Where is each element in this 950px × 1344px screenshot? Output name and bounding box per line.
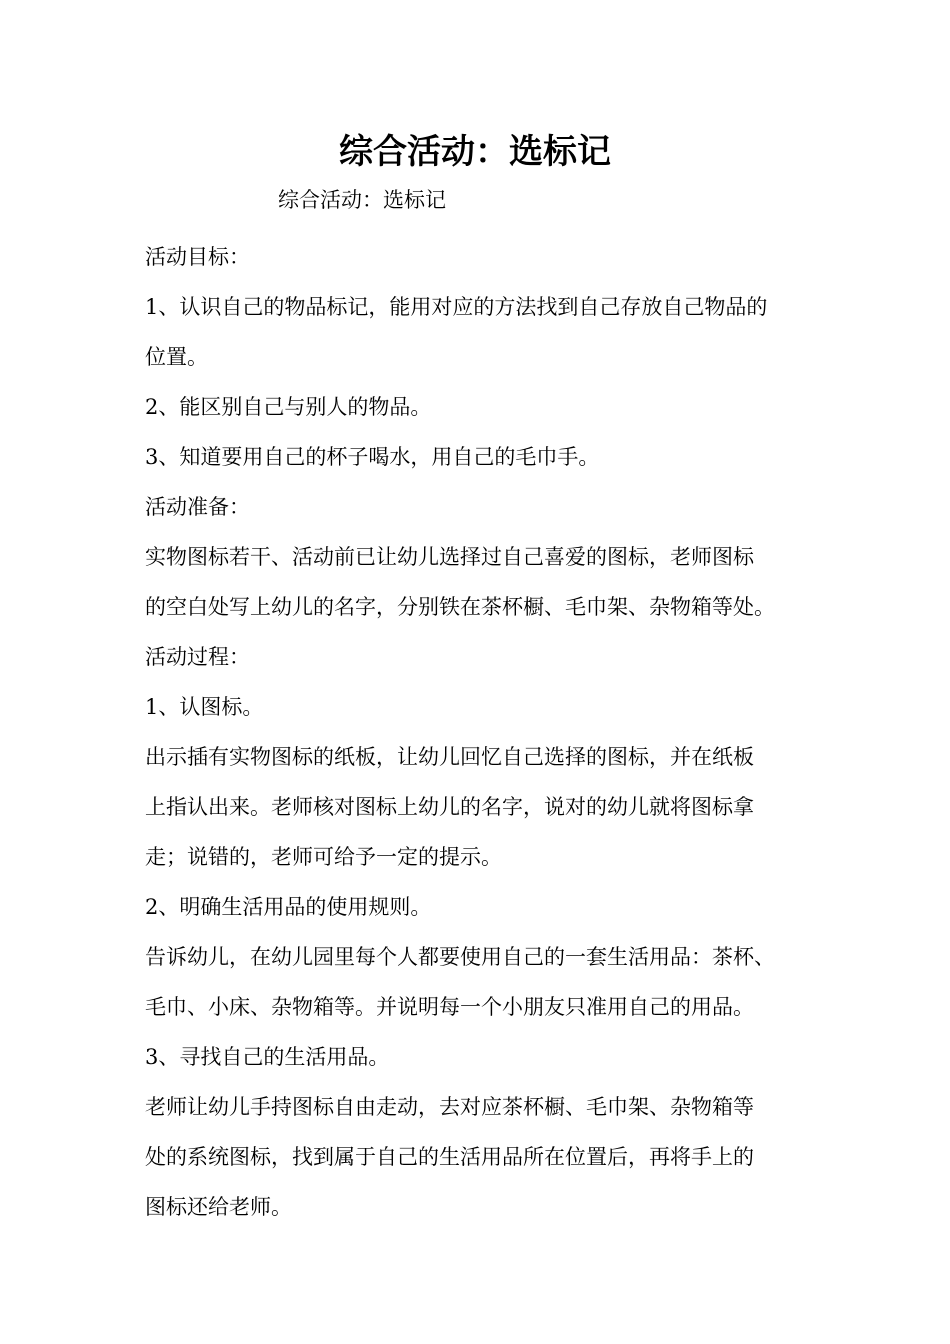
text-line: 告诉幼儿，在幼儿园里每个人都要使用自己的一套生活用品：茶杯、 [145,945,775,969]
text-line: 活动过程： [145,645,250,669]
text-line: 1、认图标。 [145,695,264,719]
text-line: 3、知道要用自己的杯子喝水，用自己的毛巾手。 [145,445,600,469]
text-line: 图标还给老师。 [145,1195,292,1219]
text-line: 活动目标： [145,245,250,269]
document-body [145,232,825,1232]
text-line: 老师让幼儿手持图标自由走动，去对应茶杯橱、毛巾架、杂物箱等 [145,1095,754,1119]
text-line: 活动准备： [145,495,250,519]
text-line: 的空白处写上幼儿的名字，分别铁在茶杯橱、毛巾架、杂物箱等处。 [145,595,775,619]
text-line: 2、明确生活用品的使用规则。 [145,895,432,919]
document-title: 综合活动：选标记 [339,132,611,172]
document-subtitle: 综合活动：选标记 [278,188,446,212]
text-line: 上指认出来。老师核对图标上幼儿的名字，说对的幼儿就将图标拿 [145,795,754,819]
text-line: 出示插有实物图标的纸板，让幼儿回忆自己选择的图标，并在纸板 [145,745,754,769]
text-line: 3、寻找自己的生活用品。 [145,1045,390,1069]
text-line: 毛巾、小床、杂物箱等。并说明每一个小朋友只准用自己的用品。 [145,995,754,1019]
text-line: 位置。 [145,345,208,369]
text-line: 1、认识自己的物品标记，能用对应的方法找到自己存放自己物品的 [145,295,768,319]
text-line: 处的系统图标，找到属于自己的生活用品所在位置后，再将手上的 [145,1145,754,1169]
text-line: 2、能区别自己与别人的物品。 [145,395,432,419]
text-line: 实物图标若干、活动前已让幼儿选择过自己喜爱的图标，老师图标 [145,545,754,569]
text-line: 走；说错的，老师可给予一定的提示。 [145,845,502,869]
